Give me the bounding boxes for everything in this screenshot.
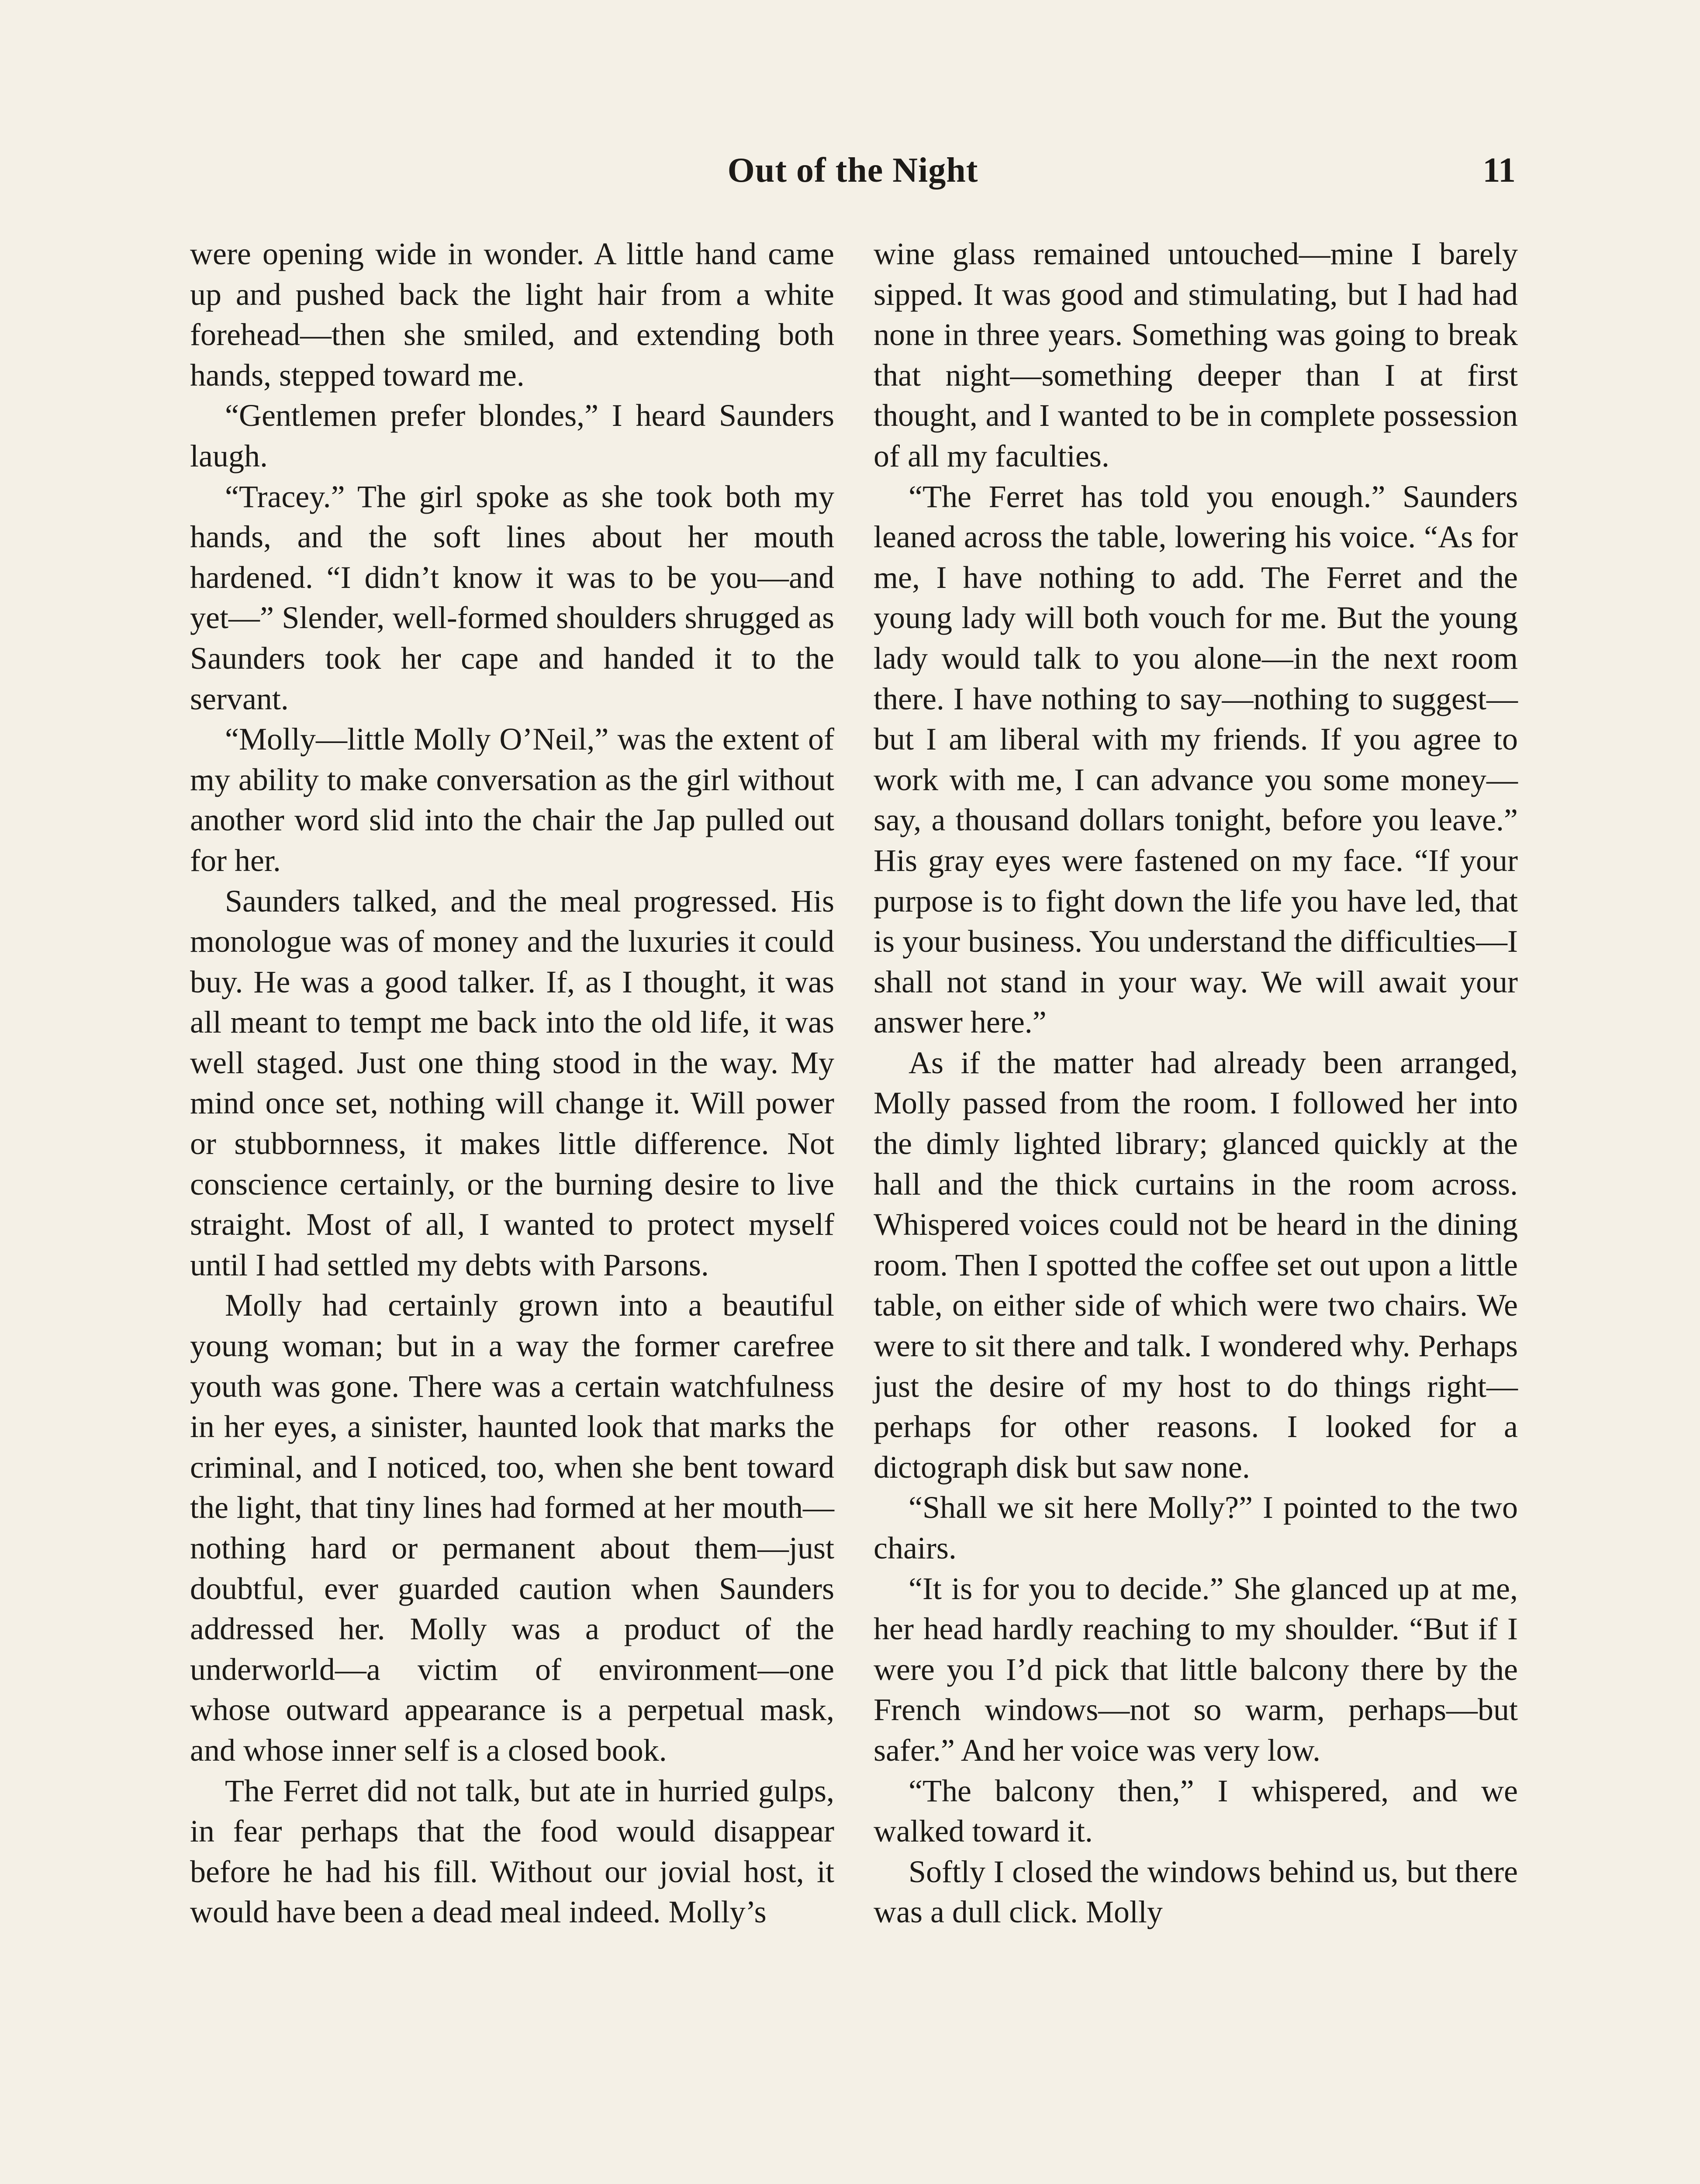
- paragraph: “Tracey.” The girl spoke as she took both my hands, and the soft lines about her mouth hardened. “I didn’t know it was to be you—and yet—” Slender, well-formed shoulders shrugged as Saunders took her cape and handed it to the servant.: [190, 479, 834, 716]
- right-column: [874, 234, 1518, 1932]
- paragraph: “The balcony then,” I whispered, and we walked toward it.: [874, 1773, 1518, 1849]
- running-title: Out of the Night: [727, 151, 978, 190]
- paragraph: Molly had certainly grown into a beautiful young woman; but in a way the former carefree youth was gone. There was a certain watchfulness in her eyes, a sinister, haunted look that marks the criminal, and I noticed, too, when she bent toward the light, that tiny lines had formed at her mouth—nothing hard or permanent about them—just doubtful, ever guarded caution when Saunders addressed her. Molly was a product of the underworld—a victim of environment—one whose outward appearance is a perpetual mask, and whose inner self is a closed book.: [190, 1288, 834, 1768]
- paragraph: “It is for you to decide.” She glanced up at me, her head hardly reaching to my shoulder. “But if I were you I’d pick that little balcony there by the French windows—not so warm, perhaps—but safer.” And her voice was very low.: [874, 1571, 1518, 1768]
- paragraph: were opening wide in wonder. A little hand came up and pushed back the light hair from a white forehead—then she smiled, and extending both hands, stepped toward me.: [190, 236, 834, 393]
- paragraph: “Shall we sit here Molly?” I pointed to the two chairs.: [874, 1490, 1518, 1565]
- paragraph: “Molly—little Molly O’Neil,” was the extent of my ability to make conversation as the girl without another word slid into the chair the Jap pulled out for her.: [190, 722, 834, 878]
- left-column: [190, 234, 834, 1932]
- page-number: 11: [1482, 151, 1516, 190]
- paragraph: wine glass remained untouched—mine I barely sipped. It was good and stimulating, but I had had none in three years. Something was going to break that night—something deeper than I at first thought, and I wanted to be in complete possession of all my faculties.: [874, 236, 1518, 473]
- paragraph: As if the matter had already been arranged, Molly passed from the room. I followed her into the dimly lighted library; glanced quickly at the hall and the thick curtains in the room across. Whispered voices could not be heard in the dining room. Then I spotted the coffee set out upon a little table, on either side of which were two chairs. We were to sit there and talk. I wondered why. Perhaps just the desire of my host to do things right—perhaps for other reasons. I looked for a dictograph disk but saw none.: [874, 1045, 1518, 1485]
- paragraph: The Ferret did not talk, but ate in hurried gulps, in fear perhaps that the food would disappear before he had his fill. Without our jovial host, it would have been a dead meal indeed. Molly’s: [190, 1773, 834, 1930]
- paragraph: Softly I closed the windows behind us, but there was a dull click. Molly: [874, 1854, 1518, 1930]
- page-header: [190, 144, 1516, 197]
- paragraph: Saunders talked, and the meal progressed. His monologue was of money and the luxuries it could buy. He was a good talker. If, as I thought, it was all meant to tempt me back into the old life, it was well staged. Just one thing stood in the way. My mind once set, nothing will change it. Will power or stubbornness, it makes little difference. Not conscience certainly, or the burning desire to live straight. Most of all, I wanted to protect myself until I had settled my debts with Parsons.: [190, 883, 834, 1282]
- paragraph: “The Ferret has told you enough.” Saunders leaned across the table, lowering his voice. “As for me, I have nothing to add. The Ferret and the young lady will both vouch for me. But the young lady would talk to you alone—in the next room there. I have nothing to say—nothing to suggest—but I am liberal with my friends. If you agree to work with me, I can advance you some money—say, a thousand dollars tonight, before you leave.” His gray eyes were fastened on my face. “If your purpose is to fight down the life you have led, that is your business. You understand the difficulties—I shall not stand in your way. We will await your answer here.”: [874, 479, 1518, 1040]
- paragraph: “Gentlemen prefer blondes,” I heard Saunders laugh.: [190, 398, 834, 473]
